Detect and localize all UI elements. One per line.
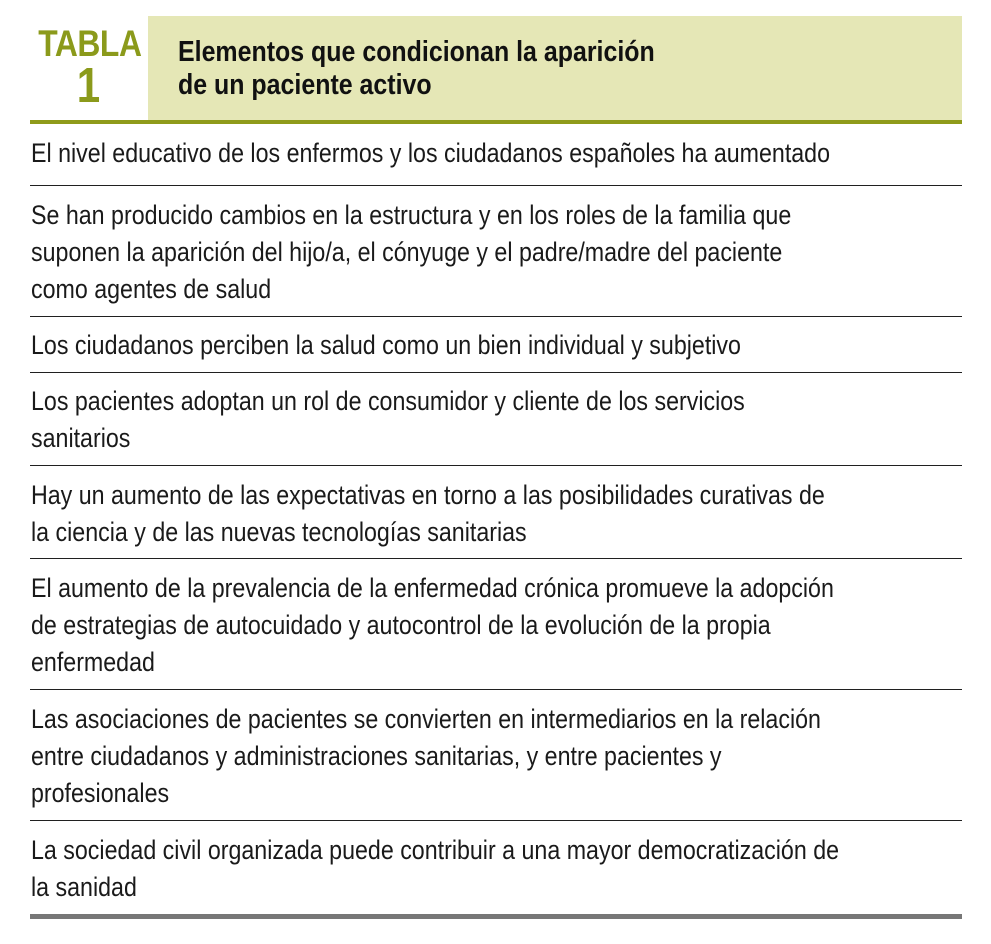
table-title-line-2: de un paciente activo <box>178 69 432 101</box>
table-label <box>30 16 147 120</box>
table-row-text: Los ciudadanos perciben la salud como un bien individual y subjetivo <box>31 330 741 360</box>
table-row-text: Se han producido cambios en la estructura y en los roles de la familia que suponen la aparición del hijo/a, el cónyuge y el padre/madre del paciente como agentes de salud <box>31 200 792 304</box>
table-title <box>148 16 962 120</box>
table-row <box>30 373 962 466</box>
table-title-line-1: Elementos que condicionan la aparición <box>178 36 655 68</box>
table-row <box>30 186 962 317</box>
table-row <box>30 124 962 186</box>
table-row-text: Hay un aumento de las expectativas en torno a las posibilidades curativas de la ciencia y de las nuevas tecnologías sanitarias <box>31 480 825 547</box>
table-body <box>30 124 962 919</box>
table-row <box>30 690 962 821</box>
table-row-text: La sociedad civil organizada puede contribuir a una mayor democratización de la sanidad <box>31 835 840 902</box>
table-row-text: El aumento de la prevalencia de la enfermedad crónica promueve la adopción de estrategias de autocuidado y autocontrol de la evolución de la propia enfermedad <box>31 573 834 677</box>
table-label-number: 1 <box>76 59 101 113</box>
table-label-word: TABLA <box>38 23 142 64</box>
table-row <box>30 317 962 373</box>
table-row <box>30 559 962 690</box>
table-row-text: Los pacientes adoptan un rol de consumidor y cliente de los servicios sanitarios <box>31 386 745 453</box>
table-row-text: El nivel educativo de los enfermos y los ciudadanos españoles ha aumentado <box>31 138 831 168</box>
table-header <box>30 16 962 124</box>
table-row <box>30 821 962 919</box>
table-1 <box>30 16 962 919</box>
table-row-text: Las asociaciones de pacientes se convierten en intermediarios en la relación entre ciudadanos y administraciones sanitarias, y entre pacientes y profesionales <box>31 704 821 808</box>
table-row <box>30 466 962 559</box>
